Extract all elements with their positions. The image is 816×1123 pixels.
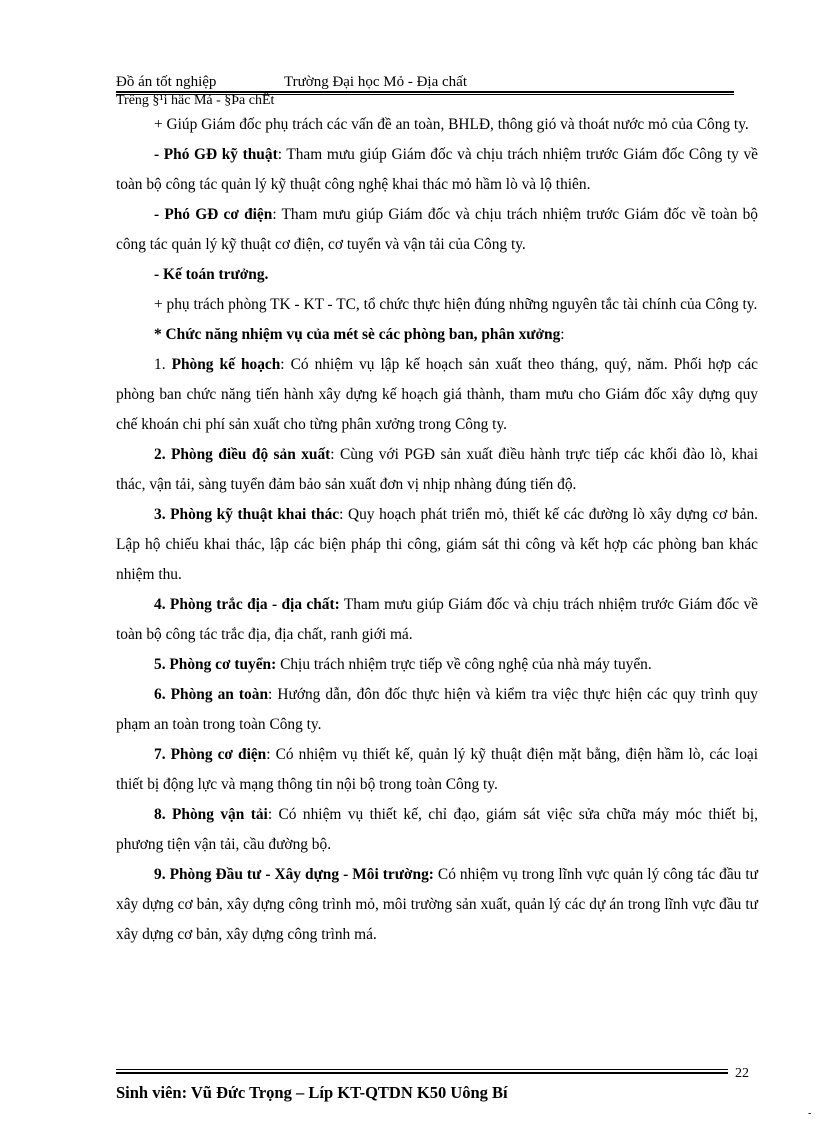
- paragraph: 1. Phòng kế hoạch: Có nhiệm vụ lập kế hoạch sản xuất theo tháng, quý, năm. Phối hợp các phòng ban chức năng tiến hành xây dựng kế hoạch giá thành, tham mưu cho Giám đốc xây dựng quy chế khoán chi phí sản xuất cho từng phân xưởng trong Công ty.: [116, 356, 759, 433]
- paragraph: + Giúp Giám đốc phụ trách các vấn đề an toàn, BHLĐ, thông gió và thoát nước mỏ của Công ty.: [154, 116, 749, 133]
- footer-rule: [116, 1072, 728, 1074]
- paragraph: 2. Phòng điều độ sản xuất: Cùng với PGĐ sản xuất điều hành trực tiếp các khối đào lò, khai thác, vận tải, sàng tuyển đảm bảo sản xuất đơn vị nhịp nhàng đúng tiến độ.: [116, 446, 758, 493]
- paragraph: 6. Phòng an toàn: Hướng dẫn, đôn đốc thực hiện và kiểm tra việc thực hiện các quy trình quy phạm an toàn trong toàn Công ty.: [116, 686, 759, 733]
- header-left: Đồ án tốt nghiệp: [116, 74, 217, 90]
- section-heading: * Chức năng nhiệm vụ của mét sè các phòng ban, phân xưởng:: [154, 326, 565, 343]
- paragraph: 8. Phòng vận tải: Có nhiệm vụ thiết kế, chỉ đạo, giám sát việc sửa chữa máy móc thiết bị, phương tiện vận tải, cầu đường bộ.: [116, 806, 759, 853]
- paragraph: 9. Phòng Đầu tư - Xây dựng - Môi trường: Có nhiệm vụ trong lĩnh vực quản lý công tác đầu tư xây dựng cơ bản, xây dựng công trình mỏ, môi trường sản xuất, quản lý các dự án trong lĩnh vực đầu tư xây dựng cơ bản, xây dựng công trình má.: [116, 866, 758, 943]
- footer-rule-thin: [116, 1069, 728, 1070]
- paragraph: - Phó GĐ kỹ thuật: Tham mưu giúp Giám đốc và chịu trách nhiệm trước Giám đốc Công ty về toàn bộ công tác quản lý kỹ thuật công nghệ khai thác mỏ hầm lò và lộ thiên.: [116, 146, 758, 193]
- paragraph: + phụ trách phòng TK - KT - TC, tổ chức thực hiện đúng những nguyên tắc tài chính của Công ty.: [154, 296, 758, 313]
- paragraph: 7. Phòng cơ điện: Có nhiệm vụ thiết kế, quản lý kỹ thuật điện mặt bằng, điện hầm lò, các loại thiết bị động lực và mạng thông tin nội bộ trong toàn Công ty.: [116, 746, 759, 793]
- header-garbled: Trêng §¹i häc Má - §Þa chÊt: [116, 93, 275, 108]
- paragraph: - Phó GĐ cơ điện: Tham mưu giúp Giám đốc và chịu trách nhiệm trước Giám đốc về toàn bộ công tác quản lý kỹ thuật cơ điện, cơ tuyển và vận tải của Công ty.: [116, 206, 758, 253]
- paragraph: 3. Phòng kỹ thuật khai thác: Quy hoạch phát triển mỏ, thiết kế các đường lò xây dựng cơ bản. Lập hộ chiếu khai thác, lập các biện pháp thi công, giám sát thi công và kết hợp các phòng ban khác nhiệm thu.: [116, 506, 758, 583]
- page-number: 22: [735, 1066, 749, 1081]
- footer-student: Sinh viên: Vũ Đức Trọng – Líp KT-QTDN K50 Uông Bí: [116, 1083, 508, 1102]
- edge-mark: -: [808, 1108, 812, 1119]
- paragraph: 5. Phòng cơ tuyển: Chịu trách nhiệm trực tiếp về công nghệ của nhà máy tuyển.: [154, 656, 652, 673]
- paragraph: 4. Phòng trắc địa - địa chất: Tham mưu giúp Giám đốc và chịu trách nhiệm trước Giám đốc về toàn bộ công tác trắc địa, địa chất, ranh giới má.: [116, 596, 758, 643]
- header-right: Trường Đại học Mỏ - Địa chất: [284, 74, 467, 90]
- paragraph: - Kế toán trưởng.: [154, 266, 269, 283]
- document-body: [116, 110, 758, 950]
